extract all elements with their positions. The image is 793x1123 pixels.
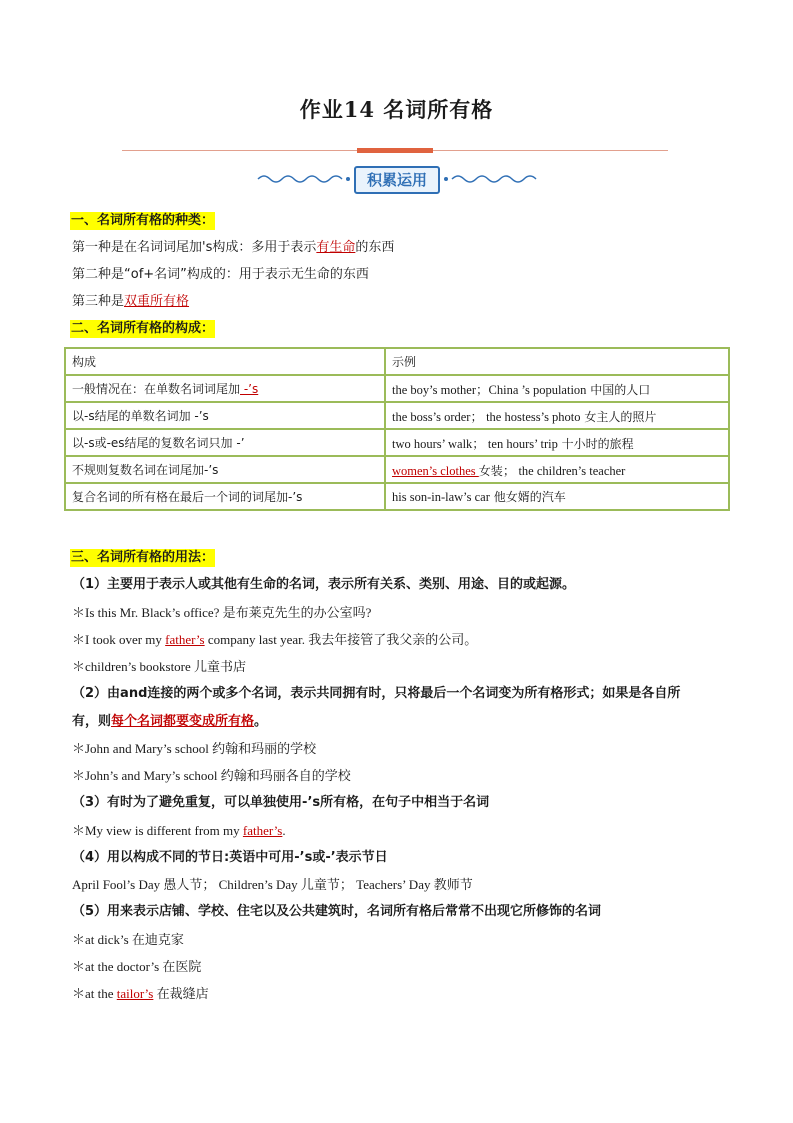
section-heading-formation: 二、名词所有格的构成： (71, 321, 215, 336)
table-header-cell: 构成 (65, 348, 385, 375)
example-tail: . (282, 823, 286, 838)
point-tail: 。 (254, 714, 268, 729)
cell-highlight: women’s clothes (392, 463, 479, 478)
usage-example-2 (72, 631, 477, 649)
wave-ornament-right-icon (442, 172, 538, 186)
table-cell (385, 483, 729, 510)
usage-example-7: April Fool’s Day 愚人节； Children’s Day 儿童节； Teachers’ Day 教师节 (72, 877, 473, 892)
cell-translation: 他女婿的汽车 (489, 490, 566, 504)
table-cell (385, 375, 729, 402)
usage-point-2b (72, 713, 267, 731)
usage-example-10 (72, 985, 209, 1003)
table-row (65, 456, 729, 483)
usage-example-9: ＊at the doctor’s 在医院 (72, 959, 202, 974)
cell-text: 一般情况在：在单数名词词尾加 (72, 382, 241, 396)
cell-highlight: -’s (240, 382, 259, 396)
usage-point-4: （4）用以构成不同的节日:英语中可用-’s或-’表示节日 (72, 850, 388, 865)
cell-example: ； the children’s teacher (502, 463, 626, 478)
example-text: ＊I took over my (72, 632, 166, 647)
example-text: ＊at the (72, 986, 117, 1001)
usage-example-5: ＊John’s and Mary’s school 约翰和玛丽各自的学校 (72, 768, 351, 783)
formation-table (64, 347, 730, 511)
table-row (65, 402, 729, 429)
cell-translation: 中国的人口 (586, 382, 651, 397)
accumulate-badge: 积累运用 (354, 166, 440, 194)
section-badge-banner (256, 164, 538, 194)
title-divider-accent (357, 148, 433, 153)
usage-point-3: （3）有时为了避免重复，可以单独使用-’s所有格，在句子中相当于名词 (72, 795, 490, 810)
example-highlight: father’s (165, 632, 205, 647)
cell-translation: 女装 (478, 463, 503, 478)
table-row (65, 375, 729, 402)
table-row (65, 429, 729, 456)
usage-example-4: ＊John and Mary’s school 约翰和玛丽的学校 (72, 741, 317, 756)
types-line-3 (72, 293, 189, 311)
types-line-1-text: 第一种是在名词词尾加's构成：多用于表示 (72, 240, 317, 255)
point-highlight: 每个名词都要变成所有格 (111, 714, 255, 729)
example-tail: 在裁缝店 (153, 986, 209, 1001)
usage-point-5: （5）用来表示店铺、学校、住宅以及公共建筑时，名词所有格后常常不出现它所修饰的名词 (72, 904, 602, 919)
usage-example-6 (72, 822, 286, 840)
usage-point-1: （1）主要用于表示人或其他有生命的名词，表示所有关系、类别、用途、目的或起源。 (72, 577, 576, 592)
cell-example: two hours’ walk； ten hours’ trip (392, 436, 558, 451)
types-line-3-highlight: 双重所有格 (124, 294, 190, 309)
wave-ornament-left-icon (256, 172, 352, 186)
usage-example-8: ＊at dick’s 在迪克家 (72, 932, 184, 947)
cell-translation: 女主人的照片 (580, 409, 657, 424)
table-cell (385, 402, 729, 429)
cell-example: the boy’s mother；China ’s population (392, 382, 587, 397)
table-cell: 复合名词的所有格在最后一个词的词尾加-’s (65, 483, 385, 510)
table-header-cell: 示例 (385, 348, 729, 375)
table-row (65, 483, 729, 510)
table-cell (65, 375, 385, 402)
cell-translation: 十小时的旅程 (557, 436, 634, 451)
types-line-1 (72, 239, 394, 257)
table-header-row (65, 348, 729, 375)
table-cell: 以-s结尾的单数名词加 -’s (65, 402, 385, 429)
table-cell: 以-s或-es结尾的复数名词只加 -’ (65, 429, 385, 456)
page-title: 作业14 名词所有格 (299, 97, 494, 122)
cell-example: his son-in-law’s car (392, 490, 490, 504)
table-cell: 不规则复数名词在词尾加-’s (65, 456, 385, 483)
example-highlight: tailor’s (116, 986, 154, 1001)
section-heading-types: 一、名词所有格的种类： (71, 213, 215, 228)
types-line-1-tail: 的东西 (355, 240, 395, 255)
example-tail: company last year. 我去年接管了我父亲的公司。 (204, 632, 478, 647)
usage-example-1: ＊Is this Mr. Black’s office? 是布莱克先生的办公室吗? (72, 605, 372, 620)
section-heading-usage: 三、名词所有格的用法： (71, 550, 215, 565)
cell-example: the boss’s order； the hostess’s photo (392, 409, 581, 424)
table-cell (385, 456, 729, 483)
point-text: 有，则 (72, 714, 112, 729)
example-highlight: father’s (242, 823, 283, 838)
types-line-2: 第二种是“of+名词”构成的：用于表示无生命的东西 (72, 267, 369, 282)
table-cell (385, 429, 729, 456)
usage-point-2a: （2）由and连接的两个或多个名词，表示共同拥有时，只将最后一个名词变为所有格形式；如果是各自所 (72, 686, 681, 701)
types-line-1-highlight: 有生命 (316, 240, 356, 255)
example-text: ＊My view is different from my (72, 823, 243, 838)
types-line-3-text: 第三种是 (72, 294, 125, 309)
usage-example-3: ＊children’s bookstore 儿童书店 (72, 659, 247, 674)
